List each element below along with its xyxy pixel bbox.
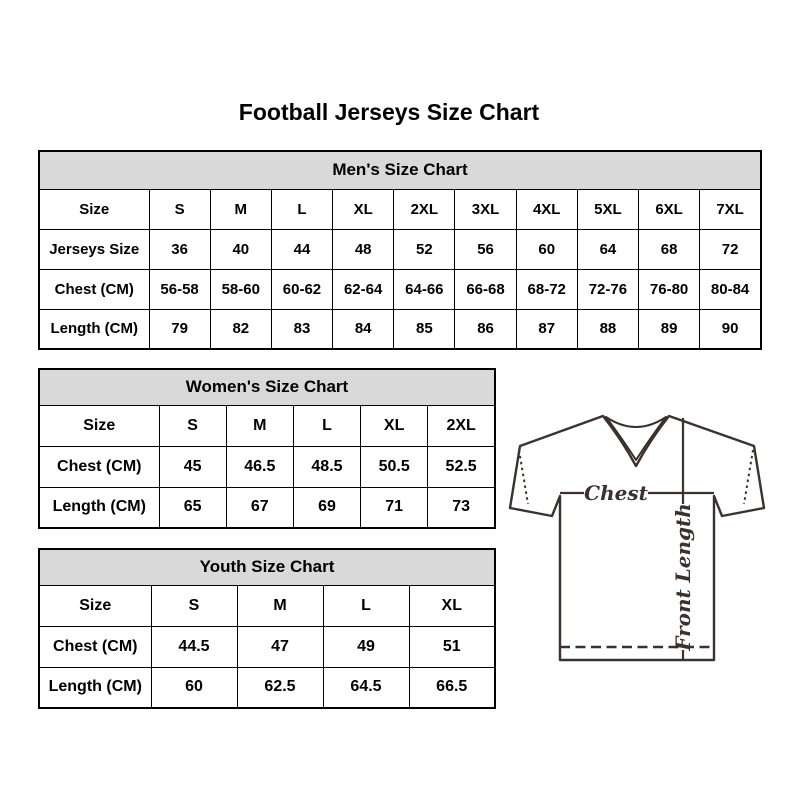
column-header-cell: 2XL	[394, 189, 455, 229]
value-cell: 60-62	[271, 269, 332, 309]
value-cell: 56	[455, 229, 516, 269]
column-header-cell: M	[210, 189, 271, 229]
table-row	[39, 229, 761, 269]
value-cell: 47	[237, 626, 323, 667]
value-cell: 66-68	[455, 269, 516, 309]
value-cell: 79	[149, 309, 210, 349]
value-cell: 50.5	[361, 446, 428, 487]
column-header-cell: L	[293, 405, 360, 446]
value-cell: 45	[159, 446, 226, 487]
value-cell: 58-60	[210, 269, 271, 309]
value-cell: 64-66	[394, 269, 455, 309]
page-title: Football Jerseys Size Chart	[238, 99, 540, 125]
column-header-cell: 4XL	[516, 189, 577, 229]
value-cell: 90	[700, 309, 761, 349]
value-cell: 87	[516, 309, 577, 349]
column-header-cell: 6XL	[639, 189, 700, 229]
column-header-cell: XL	[333, 189, 394, 229]
value-cell: 46.5	[226, 446, 293, 487]
row-header-cell: Length (CM)	[39, 309, 149, 349]
column-header-cell: 2XL	[428, 405, 495, 446]
column-header-cell: 5XL	[577, 189, 638, 229]
value-cell: 76-80	[639, 269, 700, 309]
column-header-cell: Size	[39, 585, 151, 626]
value-cell: 40	[210, 229, 271, 269]
left-cuff-dashed-line	[519, 450, 528, 504]
value-cell: 66.5	[409, 667, 495, 708]
size-table	[38, 150, 762, 350]
table-row	[39, 189, 761, 229]
column-header-cell: Size	[39, 405, 159, 446]
value-cell: 60	[151, 667, 237, 708]
column-header-cell: XL	[409, 585, 495, 626]
jersey-measurement-diagram	[502, 410, 772, 670]
row-header-cell: Chest (CM)	[39, 446, 159, 487]
value-cell: 52	[394, 229, 455, 269]
row-header-cell: Jerseys Size	[39, 229, 149, 269]
column-header-cell: S	[159, 405, 226, 446]
value-cell: 68-72	[516, 269, 577, 309]
column-header-cell: 7XL	[700, 189, 761, 229]
collar-inner-band-line	[606, 417, 666, 460]
collar-back-seam-line	[606, 417, 666, 427]
value-cell: 85	[394, 309, 455, 349]
table-title: Women's Size Chart	[39, 369, 495, 405]
value-cell: 82	[210, 309, 271, 349]
value-cell: 72	[700, 229, 761, 269]
table-row	[39, 585, 495, 626]
value-cell: 48	[333, 229, 394, 269]
value-cell: 51	[409, 626, 495, 667]
jersey-outline	[510, 416, 764, 660]
value-cell: 67	[226, 487, 293, 528]
table-row	[39, 309, 761, 349]
table-title: Men's Size Chart	[39, 151, 761, 189]
value-cell: 83	[271, 309, 332, 349]
column-header-cell: M	[226, 405, 293, 446]
column-header-cell: S	[151, 585, 237, 626]
row-header-cell: Length (CM)	[39, 487, 159, 528]
front-length-label: Front Length	[671, 503, 695, 651]
youth-size-table	[38, 548, 496, 709]
table-row	[39, 626, 495, 667]
mens-size-table	[38, 150, 762, 350]
value-cell: 73	[428, 487, 495, 528]
value-cell: 72-76	[577, 269, 638, 309]
value-cell: 44	[271, 229, 332, 269]
value-cell: 64.5	[323, 667, 409, 708]
column-header-cell: M	[237, 585, 323, 626]
womens-size-table	[38, 368, 496, 529]
value-cell: 69	[293, 487, 360, 528]
value-cell: 71	[361, 487, 428, 528]
column-header-cell: 3XL	[455, 189, 516, 229]
column-header-cell: L	[323, 585, 409, 626]
column-header-cell: S	[149, 189, 210, 229]
value-cell: 86	[455, 309, 516, 349]
size-table	[38, 548, 496, 709]
value-cell: 68	[639, 229, 700, 269]
row-header-cell: Chest (CM)	[39, 626, 151, 667]
value-cell: 84	[333, 309, 394, 349]
row-header-cell: Length (CM)	[39, 667, 151, 708]
table-row	[39, 269, 761, 309]
column-header-cell: XL	[361, 405, 428, 446]
right-cuff-dashed-line	[744, 450, 753, 504]
table-row	[39, 405, 495, 446]
chest-label: Chest	[584, 481, 648, 505]
row-header-cell: Chest (CM)	[39, 269, 149, 309]
value-cell: 60	[516, 229, 577, 269]
table-row	[39, 446, 495, 487]
value-cell: 49	[323, 626, 409, 667]
table-row	[39, 487, 495, 528]
value-cell: 62.5	[237, 667, 323, 708]
value-cell: 52.5	[428, 446, 495, 487]
value-cell: 56-58	[149, 269, 210, 309]
value-cell: 36	[149, 229, 210, 269]
value-cell: 44.5	[151, 626, 237, 667]
value-cell: 80-84	[700, 269, 761, 309]
table-row	[39, 667, 495, 708]
value-cell: 89	[639, 309, 700, 349]
value-cell: 62-64	[333, 269, 394, 309]
column-header-cell: Size	[39, 189, 149, 229]
value-cell: 64	[577, 229, 638, 269]
column-header-cell: L	[271, 189, 332, 229]
value-cell: 65	[159, 487, 226, 528]
size-table	[38, 368, 496, 529]
table-title: Youth Size Chart	[39, 549, 495, 585]
value-cell: 88	[577, 309, 638, 349]
value-cell: 48.5	[293, 446, 360, 487]
